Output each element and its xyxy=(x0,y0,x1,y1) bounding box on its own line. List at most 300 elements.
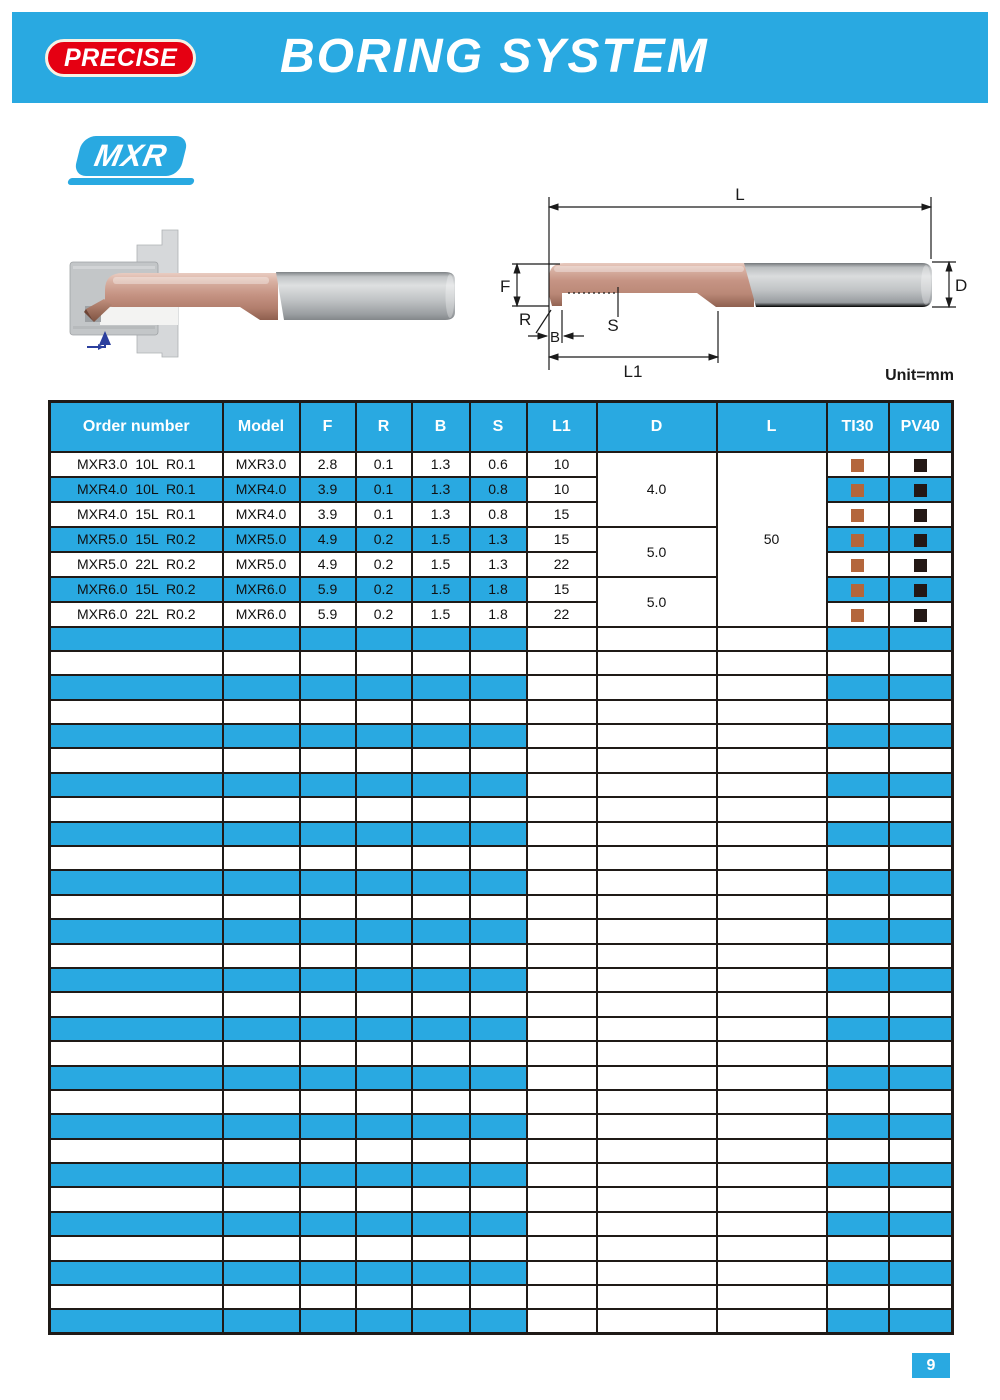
model-cell: MXR6.0 xyxy=(223,602,300,627)
empty-cell xyxy=(50,1090,223,1114)
unit-label: Unit=mm xyxy=(885,367,954,384)
dim-label-B: B xyxy=(549,329,561,346)
s-cell: 1.8 xyxy=(470,577,527,602)
empty-table-row xyxy=(50,944,953,968)
empty-cell xyxy=(470,1163,527,1187)
empty-cell xyxy=(889,724,953,748)
order-number-cell: MXR4.0 10L R0.1 xyxy=(50,477,223,502)
ti30-cell xyxy=(827,452,889,477)
b-cell: 1.3 xyxy=(412,477,470,502)
empty-table-row xyxy=(50,651,953,675)
empty-cell xyxy=(412,1114,470,1138)
empty-cell xyxy=(412,1261,470,1285)
empty-cell xyxy=(597,700,717,724)
empty-cell xyxy=(597,724,717,748)
empty-cell xyxy=(300,627,356,651)
b-cell: 1.5 xyxy=(412,577,470,602)
empty-cell xyxy=(356,1236,412,1260)
empty-cell xyxy=(597,748,717,772)
empty-cell xyxy=(223,797,300,821)
empty-cell xyxy=(597,968,717,992)
empty-cell xyxy=(889,1163,953,1187)
empty-cell xyxy=(597,1041,717,1065)
empty-cell xyxy=(300,651,356,675)
empty-cell xyxy=(50,1139,223,1163)
empty-cell xyxy=(717,1236,827,1260)
empty-cell xyxy=(827,748,889,772)
ti30-swatch xyxy=(851,534,864,547)
empty-cell xyxy=(597,1261,717,1285)
r-cell: 0.1 xyxy=(356,452,412,477)
empty-cell xyxy=(527,1212,597,1236)
empty-cell xyxy=(223,1187,300,1211)
empty-cell xyxy=(527,1139,597,1163)
empty-cell xyxy=(597,1163,717,1187)
empty-cell xyxy=(223,870,300,894)
empty-cell xyxy=(50,627,223,651)
empty-cell xyxy=(356,1041,412,1065)
empty-cell xyxy=(356,773,412,797)
empty-cell xyxy=(50,1041,223,1065)
empty-cell xyxy=(470,1309,527,1333)
empty-cell xyxy=(470,773,527,797)
ti30-swatch xyxy=(851,459,864,472)
s-cell: 1.3 xyxy=(470,552,527,577)
empty-cell xyxy=(827,992,889,1016)
empty-cell xyxy=(527,1041,597,1065)
empty-cell xyxy=(827,700,889,724)
empty-cell xyxy=(412,1212,470,1236)
empty-table-row xyxy=(50,968,953,992)
empty-cell xyxy=(827,1114,889,1138)
empty-cell xyxy=(889,1041,953,1065)
empty-cell xyxy=(300,1139,356,1163)
empty-cell xyxy=(717,1309,827,1333)
empty-cell xyxy=(356,1139,412,1163)
empty-cell xyxy=(412,724,470,748)
empty-cell xyxy=(717,700,827,724)
empty-cell xyxy=(223,1041,300,1065)
empty-cell xyxy=(223,822,300,846)
empty-cell xyxy=(717,1187,827,1211)
empty-cell xyxy=(300,870,356,894)
empty-cell xyxy=(223,1212,300,1236)
empty-cell xyxy=(597,870,717,894)
empty-cell xyxy=(889,1090,953,1114)
empty-cell xyxy=(412,870,470,894)
l1-cell: 22 xyxy=(527,552,597,577)
empty-cell xyxy=(300,748,356,772)
empty-cell xyxy=(412,1285,470,1309)
pv40-swatch xyxy=(914,459,927,472)
pv40-cell xyxy=(889,552,953,577)
empty-cell xyxy=(889,968,953,992)
column-header-ti30: TI30 xyxy=(827,402,889,452)
empty-cell xyxy=(470,1285,527,1309)
empty-cell xyxy=(50,1066,223,1090)
empty-cell xyxy=(597,944,717,968)
empty-cell xyxy=(50,895,223,919)
empty-cell xyxy=(827,1163,889,1187)
order-number-cell: MXR5.0 22L R0.2 xyxy=(50,552,223,577)
page-title: BORING SYSTEM xyxy=(280,30,709,83)
empty-table-row xyxy=(50,1236,953,1260)
empty-cell xyxy=(827,1261,889,1285)
f-cell: 4.9 xyxy=(300,552,356,577)
empty-cell xyxy=(470,895,527,919)
l1-cell: 15 xyxy=(527,577,597,602)
dim-label-D: D xyxy=(955,276,968,295)
pv40-cell xyxy=(889,577,953,602)
empty-cell xyxy=(717,1163,827,1187)
empty-cell xyxy=(597,1017,717,1041)
empty-cell xyxy=(889,1212,953,1236)
empty-cell xyxy=(470,1236,527,1260)
empty-cell xyxy=(527,724,597,748)
empty-cell xyxy=(889,748,953,772)
empty-cell xyxy=(717,1139,827,1163)
empty-cell xyxy=(300,1236,356,1260)
empty-cell xyxy=(827,919,889,943)
empty-cell xyxy=(827,773,889,797)
ti30-swatch xyxy=(851,609,864,622)
empty-table-row xyxy=(50,1114,953,1138)
empty-cell xyxy=(300,773,356,797)
empty-cell xyxy=(356,651,412,675)
empty-cell xyxy=(889,1187,953,1211)
empty-cell xyxy=(827,895,889,919)
empty-cell xyxy=(527,895,597,919)
empty-cell xyxy=(356,1187,412,1211)
empty-cell xyxy=(470,1114,527,1138)
empty-cell xyxy=(827,1236,889,1260)
brand-logo xyxy=(45,39,196,77)
model-cell: MXR3.0 xyxy=(223,452,300,477)
f-cell: 5.9 xyxy=(300,602,356,627)
empty-cell xyxy=(717,627,827,651)
empty-cell xyxy=(356,968,412,992)
d-merged-cell: 5.0 xyxy=(597,577,717,627)
empty-cell xyxy=(827,724,889,748)
pv40-cell xyxy=(889,602,953,627)
pv40-swatch xyxy=(914,584,927,597)
empty-cell xyxy=(527,1309,597,1333)
empty-table-row xyxy=(50,1017,953,1041)
empty-cell xyxy=(827,1017,889,1041)
empty-cell xyxy=(597,919,717,943)
empty-cell xyxy=(300,944,356,968)
ti30-cell xyxy=(827,527,889,552)
empty-cell xyxy=(827,1187,889,1211)
empty-cell xyxy=(223,651,300,675)
order-number-cell: MXR4.0 15L R0.1 xyxy=(50,502,223,527)
empty-cell xyxy=(412,1017,470,1041)
empty-cell xyxy=(889,651,953,675)
empty-cell xyxy=(300,1114,356,1138)
pv40-swatch xyxy=(914,559,927,572)
dim-label-F: F xyxy=(500,277,511,296)
s-cell: 0.8 xyxy=(470,502,527,527)
empty-cell xyxy=(889,1017,953,1041)
empty-cell xyxy=(597,1139,717,1163)
empty-cell xyxy=(412,1187,470,1211)
column-header-b: B xyxy=(412,402,470,452)
empty-cell xyxy=(50,748,223,772)
empty-cell xyxy=(597,822,717,846)
pv40-cell xyxy=(889,527,953,552)
r-cell: 0.2 xyxy=(356,577,412,602)
r-cell: 0.1 xyxy=(356,477,412,502)
empty-cell xyxy=(717,1114,827,1138)
empty-cell xyxy=(827,968,889,992)
empty-cell xyxy=(717,797,827,821)
empty-cell xyxy=(356,1309,412,1333)
empty-cell xyxy=(356,675,412,699)
empty-cell xyxy=(527,773,597,797)
empty-cell xyxy=(717,773,827,797)
empty-cell xyxy=(827,1090,889,1114)
empty-cell xyxy=(223,1163,300,1187)
empty-cell xyxy=(597,1090,717,1114)
pv40-cell xyxy=(889,477,953,502)
empty-table-row xyxy=(50,1309,953,1333)
bore-cavity xyxy=(100,307,178,325)
f-cell: 5.9 xyxy=(300,577,356,602)
s-cell: 1.8 xyxy=(470,602,527,627)
empty-cell xyxy=(597,1187,717,1211)
empty-cell xyxy=(50,1309,223,1333)
empty-table-row xyxy=(50,675,953,699)
empty-table-row xyxy=(50,919,953,943)
empty-cell xyxy=(300,724,356,748)
dim-label-L: L xyxy=(735,185,745,204)
empty-cell xyxy=(827,1066,889,1090)
empty-cell xyxy=(889,627,953,651)
page-banner xyxy=(12,12,988,103)
empty-cell xyxy=(412,822,470,846)
ti30-swatch xyxy=(851,509,864,522)
empty-cell xyxy=(889,797,953,821)
series-logo-plate xyxy=(73,136,189,176)
ti30-swatch xyxy=(851,559,864,572)
model-cell: MXR5.0 xyxy=(223,527,300,552)
empty-cell xyxy=(527,1187,597,1211)
page-number-text: 9 xyxy=(926,1356,936,1374)
empty-cell xyxy=(889,870,953,894)
b-cell: 1.3 xyxy=(412,502,470,527)
pv40-swatch xyxy=(914,534,927,547)
empty-cell xyxy=(889,1139,953,1163)
empty-cell xyxy=(412,1163,470,1187)
empty-cell xyxy=(717,992,827,1016)
empty-cell xyxy=(527,627,597,651)
empty-cell xyxy=(356,627,412,651)
empty-cell xyxy=(300,797,356,821)
empty-cell xyxy=(597,846,717,870)
empty-cell xyxy=(527,700,597,724)
empty-cell xyxy=(889,919,953,943)
order-number-cell: MXR6.0 22L R0.2 xyxy=(50,602,223,627)
empty-cell xyxy=(412,797,470,821)
empty-cell xyxy=(300,919,356,943)
empty-cell xyxy=(527,919,597,943)
pv40-cell xyxy=(889,502,953,527)
empty-cell xyxy=(889,846,953,870)
ti30-cell xyxy=(827,577,889,602)
empty-cell xyxy=(223,846,300,870)
empty-cell xyxy=(827,675,889,699)
empty-cell xyxy=(527,992,597,1016)
empty-cell xyxy=(717,1066,827,1090)
empty-cell xyxy=(223,700,300,724)
pv40-swatch xyxy=(914,484,927,497)
empty-cell xyxy=(527,797,597,821)
empty-cell xyxy=(827,651,889,675)
empty-cell xyxy=(50,1114,223,1138)
empty-cell xyxy=(717,870,827,894)
empty-cell xyxy=(889,822,953,846)
empty-cell xyxy=(412,992,470,1016)
empty-cell xyxy=(597,1309,717,1333)
d-merged-cell: 5.0 xyxy=(597,527,717,577)
table-header-row xyxy=(50,402,953,452)
empty-cell xyxy=(300,846,356,870)
dim-label-R: R xyxy=(519,310,532,329)
empty-cell xyxy=(412,627,470,651)
s-cell: 1.3 xyxy=(470,527,527,552)
empty-cell xyxy=(717,1090,827,1114)
empty-table-row xyxy=(50,700,953,724)
empty-table-row xyxy=(50,627,953,651)
empty-cell xyxy=(223,1139,300,1163)
order-number-cell: MXR5.0 15L R0.2 xyxy=(50,527,223,552)
empty-cell xyxy=(827,870,889,894)
empty-cell xyxy=(223,944,300,968)
empty-cell xyxy=(50,919,223,943)
empty-table-row xyxy=(50,822,953,846)
empty-cell xyxy=(597,627,717,651)
empty-cell xyxy=(412,675,470,699)
empty-cell xyxy=(50,1285,223,1309)
order-number-cell: MXR3.0 10L R0.1 xyxy=(50,452,223,477)
empty-cell xyxy=(470,944,527,968)
empty-cell xyxy=(827,1285,889,1309)
empty-cell xyxy=(50,1236,223,1260)
empty-table-row xyxy=(50,773,953,797)
empty-cell xyxy=(300,992,356,1016)
empty-cell xyxy=(356,1066,412,1090)
empty-cell xyxy=(300,675,356,699)
empty-cell xyxy=(412,1236,470,1260)
b-cell: 1.5 xyxy=(412,527,470,552)
empty-cell xyxy=(50,1017,223,1041)
column-header-model: Model xyxy=(223,402,300,452)
column-header-l1: L1 xyxy=(527,402,597,452)
empty-cell xyxy=(889,1261,953,1285)
empty-cell xyxy=(223,968,300,992)
tool-in-workpiece-diagram xyxy=(55,210,475,375)
empty-cell xyxy=(356,870,412,894)
empty-cell xyxy=(527,1114,597,1138)
empty-cell xyxy=(356,895,412,919)
empty-cell xyxy=(527,1017,597,1041)
model-cell: MXR6.0 xyxy=(223,577,300,602)
empty-cell xyxy=(889,700,953,724)
empty-table-row xyxy=(50,1212,953,1236)
empty-cell xyxy=(223,724,300,748)
ti30-cell xyxy=(827,602,889,627)
empty-cell xyxy=(470,846,527,870)
f-cell: 3.9 xyxy=(300,477,356,502)
empty-cell xyxy=(717,822,827,846)
empty-cell xyxy=(50,773,223,797)
empty-cell xyxy=(300,968,356,992)
empty-cell xyxy=(412,748,470,772)
empty-table-row xyxy=(50,1066,953,1090)
l1-cell: 15 xyxy=(527,502,597,527)
empty-cell xyxy=(827,1309,889,1333)
empty-cell xyxy=(223,627,300,651)
empty-cell xyxy=(300,822,356,846)
empty-table-row xyxy=(50,846,953,870)
column-header-s: S xyxy=(470,402,527,452)
empty-cell xyxy=(717,651,827,675)
pv40-cell xyxy=(889,452,953,477)
model-cell: MXR5.0 xyxy=(223,552,300,577)
s-cell: 0.8 xyxy=(470,477,527,502)
empty-cell xyxy=(300,1041,356,1065)
empty-cell xyxy=(470,1017,527,1041)
empty-cell xyxy=(223,1066,300,1090)
f-cell: 3.9 xyxy=(300,502,356,527)
empty-cell xyxy=(470,797,527,821)
empty-cell xyxy=(827,846,889,870)
empty-cell xyxy=(827,797,889,821)
empty-cell xyxy=(356,846,412,870)
r-cell: 0.2 xyxy=(356,602,412,627)
empty-table-row xyxy=(50,1041,953,1065)
empty-cell xyxy=(356,700,412,724)
empty-cell xyxy=(527,1285,597,1309)
empty-cell xyxy=(827,627,889,651)
empty-cell xyxy=(412,944,470,968)
empty-cell xyxy=(223,748,300,772)
tool-profile-steel xyxy=(744,263,932,307)
empty-cell xyxy=(356,1163,412,1187)
empty-table-row xyxy=(50,1163,953,1187)
empty-cell xyxy=(300,1187,356,1211)
spec-table xyxy=(48,400,954,1335)
empty-table-row xyxy=(50,1261,953,1285)
ti30-cell xyxy=(827,552,889,577)
empty-cell xyxy=(223,1309,300,1333)
empty-cell xyxy=(527,944,597,968)
empty-cell xyxy=(717,1212,827,1236)
empty-cell xyxy=(527,748,597,772)
empty-cell xyxy=(356,797,412,821)
empty-cell xyxy=(717,968,827,992)
empty-cell xyxy=(412,773,470,797)
empty-cell xyxy=(223,675,300,699)
empty-cell xyxy=(527,846,597,870)
empty-cell xyxy=(889,944,953,968)
empty-cell xyxy=(470,1041,527,1065)
s-cell: 0.6 xyxy=(470,452,527,477)
empty-cell xyxy=(300,1017,356,1041)
empty-cell xyxy=(527,870,597,894)
l1-cell: 10 xyxy=(527,477,597,502)
empty-cell xyxy=(889,1114,953,1138)
